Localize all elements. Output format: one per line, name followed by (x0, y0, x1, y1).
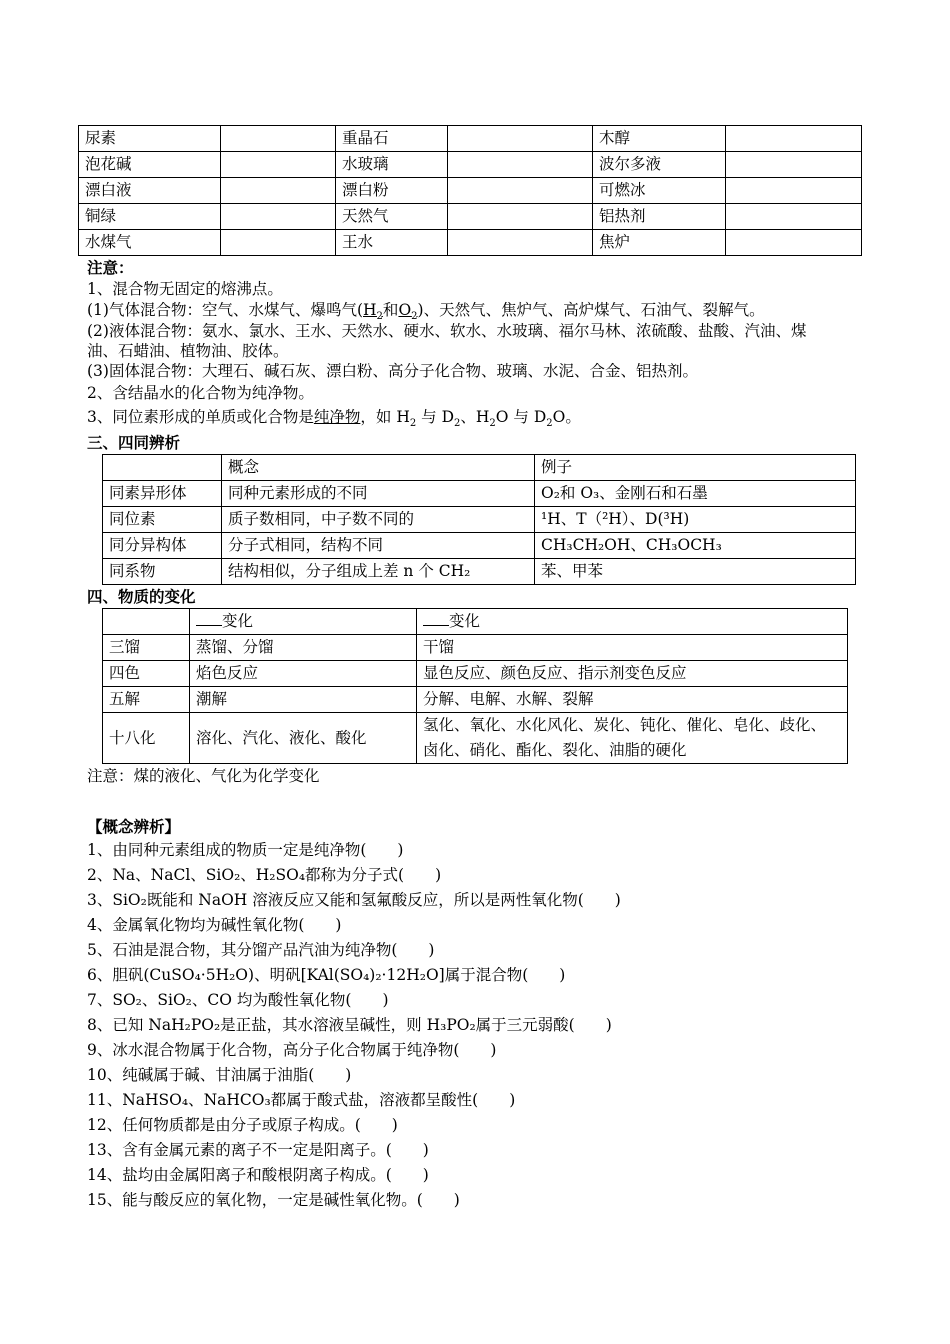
answer-cell[interactable] (726, 126, 862, 152)
text: H (363, 301, 377, 319)
example-cell: ¹H、T（²H）、D(³H) (535, 507, 856, 533)
chemical-cell: 分解、电解、水解、裂解 (417, 687, 848, 713)
header-label: 变化 (449, 612, 481, 630)
term-cell: 同系物 (103, 559, 222, 585)
section4-title: 四、物质的变化 (87, 587, 196, 606)
question-item: 8、已知 NaH₂PO₂是正盐，其水溶液呈碱性，则 H₃PO₂属于三元弱酸( ) (87, 1016, 612, 1034)
answer-cell[interactable] (221, 152, 336, 178)
header-cell: 例子 (535, 455, 856, 481)
question-item: 6、胆矾(CuSO₄·5H₂O)、明矾[KAl(SO₄)₂·12H₂O]属于混合物( ) (87, 966, 566, 984)
table-row (103, 661, 848, 687)
table-row (103, 713, 848, 764)
physical-cell: 潮解 (190, 687, 417, 713)
note-liquid-mixtures-1: (2)液体混合物：氨水、氯水、王水、天然水、硬水、软水、水玻璃、福尔马林、浓硫酸、盐酸、汽油、煤 (87, 322, 807, 340)
table-row (79, 152, 862, 178)
text (398, 301, 418, 323)
concept-cell: 结构相似，分子组成上差 n 个 CH₂ (222, 559, 535, 585)
question-item: 7、SO₂、SiO₂、CO 均为酸性氧化物( ) (87, 991, 389, 1009)
answer-cell[interactable] (221, 178, 336, 204)
note-2: 2、含结晶水的化合物为纯净物。 (87, 384, 314, 402)
table-cell: 漂白液 (79, 178, 221, 204)
note-3 (87, 407, 581, 430)
answer-cell[interactable] (221, 204, 336, 230)
table-cell: 尿素 (79, 126, 221, 152)
four-same-table (102, 454, 856, 585)
text: 、H (460, 408, 490, 426)
question-item: 14、盐均由金属阳离子和酸根阴离子构成。( ) (87, 1166, 429, 1184)
subscript: 2 (546, 418, 553, 430)
header-cell (103, 455, 222, 481)
answer-cell[interactable] (221, 126, 336, 152)
question-item: 1、由同种元素组成的物质一定是纯净物( ) (87, 841, 404, 859)
table-row (79, 230, 862, 256)
notes-heading: 注意： (87, 258, 134, 277)
header-cell (417, 609, 848, 635)
question-item: 4、金属氧化物均为碱性氧化物( ) (87, 916, 342, 934)
question-item: 15、能与酸反应的氧化物，一定是碱性氧化物。( ) (87, 1191, 460, 1209)
chemical-cell: 干馏 (417, 635, 848, 661)
term-cell: 同位素 (103, 507, 222, 533)
answer-cell[interactable] (448, 230, 593, 256)
table-cell: 木醇 (593, 126, 726, 152)
table-header-row (103, 455, 856, 481)
answer-cell[interactable] (726, 178, 862, 204)
table-row (103, 507, 856, 533)
table-cell: 漂白粉 (336, 178, 448, 204)
physical-cell: 溶化、汽化、液化、酸化 (190, 713, 417, 764)
physical-cell: 焰色反应 (190, 661, 417, 687)
chemical-cell: 氢化、氧化、水化风化、炭化、钝化、催化、皂化、歧化、卤化、硝化、酯化、裂化、油脂的硬化 (417, 713, 848, 764)
table-cell: 可燃冰 (593, 178, 726, 204)
table-cell: 重晶石 (336, 126, 448, 152)
table-row (103, 481, 856, 507)
text: O (398, 301, 412, 319)
question-item: 13、含有金属元素的离子不一定是阳离子。( ) (87, 1141, 429, 1159)
answer-cell[interactable] (726, 230, 862, 256)
table-cell: 水煤气 (79, 230, 221, 256)
table-row (103, 635, 848, 661)
table-header-row (103, 609, 848, 635)
answer-cell[interactable] (448, 178, 593, 204)
subscript: 2 (376, 311, 383, 323)
concept-cell: 质子数相同，中子数不同的 (222, 507, 535, 533)
answer-cell[interactable] (726, 152, 862, 178)
header-label: 变化 (222, 612, 254, 630)
changes-table (102, 608, 848, 764)
table-cell: 波尔多液 (593, 152, 726, 178)
table-row (103, 533, 856, 559)
fill-blank[interactable] (423, 610, 449, 626)
header-cell (103, 609, 190, 635)
text (363, 301, 383, 323)
text: 纯净物 (313, 408, 361, 426)
header-cell: 概念 (222, 455, 535, 481)
concept-cell: 同种元素形成的不同 (222, 481, 535, 507)
question-item: 3、SiO₂既能和 NaOH 溶液反应又能和氢氟酸反应，所以是两性氧化物( ) (87, 891, 621, 909)
subscript: 2 (411, 311, 418, 323)
concept-cell: 分子式相同，结构不同 (222, 533, 535, 559)
answer-cell[interactable] (448, 126, 593, 152)
fill-blank[interactable] (196, 610, 222, 626)
table-row (79, 126, 862, 152)
table-cell: 泡花碱 (79, 152, 221, 178)
category-cell: 五解 (103, 687, 190, 713)
note-gas-mixtures (87, 300, 765, 323)
subscript: 2 (409, 418, 417, 430)
category-cell: 四色 (103, 661, 190, 687)
category-cell: 十八化 (103, 713, 190, 764)
section4-note: 注意：煤的液化、气化为化学变化 (87, 767, 320, 785)
table-cell: 焦炉 (593, 230, 726, 256)
table-row (103, 687, 848, 713)
substance-names-table (78, 125, 862, 256)
chemical-cell: 显色反应、颜色反应、指示剂变色反应 (417, 661, 848, 687)
subscript: 2 (454, 418, 461, 430)
table-cell: 王水 (336, 230, 448, 256)
answer-cell[interactable] (726, 204, 862, 230)
example-cell: CH₃CH₂OH、CH₃OCH₃ (535, 533, 856, 559)
term-cell: 同素异形体 (103, 481, 222, 507)
answer-cell[interactable] (448, 152, 593, 178)
text: ，如 H (360, 408, 410, 426)
text: 3、同位素形成的单质或化合物是 (87, 408, 314, 426)
text: )、天然气、焦炉气、高炉煤气、石油气、裂解气。 (417, 301, 765, 319)
question-item: 10、纯碱属于碱、甘油属于油脂( ) (87, 1066, 352, 1084)
text: 和 (382, 301, 399, 319)
text: 与 D (416, 408, 455, 426)
header-cell (190, 609, 417, 635)
term-cell: 同分异构体 (103, 533, 222, 559)
section5-title: 【概念辨析】 (87, 817, 181, 836)
question-item: 9、冰水混合物属于化合物，高分子化合物属于纯净物( ) (87, 1041, 497, 1059)
question-item: 12、任何物质都是由分子或原子构成。( ) (87, 1116, 398, 1134)
question-item: 2、Na、NaCl、SiO₂、H₂SO₄都称为分子式( ) (87, 866, 442, 884)
example-cell: 苯、甲苯 (535, 559, 856, 585)
physical-cell: 蒸馏、分馏 (190, 635, 417, 661)
subscript: 2 (489, 418, 496, 430)
note-liquid-mixtures-2: 油、石蜡油、植物油、胶体。 (87, 342, 289, 360)
text: O。 (552, 408, 581, 426)
answer-cell[interactable] (221, 230, 336, 256)
table-row (103, 559, 856, 585)
text: O 与 D (495, 408, 547, 426)
text: (1)气体混合物：空气、水煤气、爆鸣气( (87, 301, 364, 319)
table-cell: 铝热剂 (593, 204, 726, 230)
note-solid-mixtures: (3)固体混合物：大理石、碱石灰、漂白粉、高分子化合物、玻璃、水泥、合金、铝热剂。 (87, 362, 698, 380)
example-cell: O₂和 O₃、金刚石和石墨 (535, 481, 856, 507)
section3-title: 三、四同辨析 (87, 433, 181, 452)
table-cell: 天然气 (336, 204, 448, 230)
table-row (79, 178, 862, 204)
question-item: 5、石油是混合物，其分馏产品汽油为纯净物( ) (87, 941, 435, 959)
question-item: 11、NaHSO₄、NaHCO₃都属于酸式盐，溶液都呈酸性( ) (87, 1091, 516, 1109)
note-1: 1、混合物无固定的熔沸点。 (87, 280, 283, 298)
answer-cell[interactable] (448, 204, 593, 230)
table-cell: 水玻璃 (336, 152, 448, 178)
category-cell: 三馏 (103, 635, 190, 661)
table-row (79, 204, 862, 230)
table-cell: 铜绿 (79, 204, 221, 230)
